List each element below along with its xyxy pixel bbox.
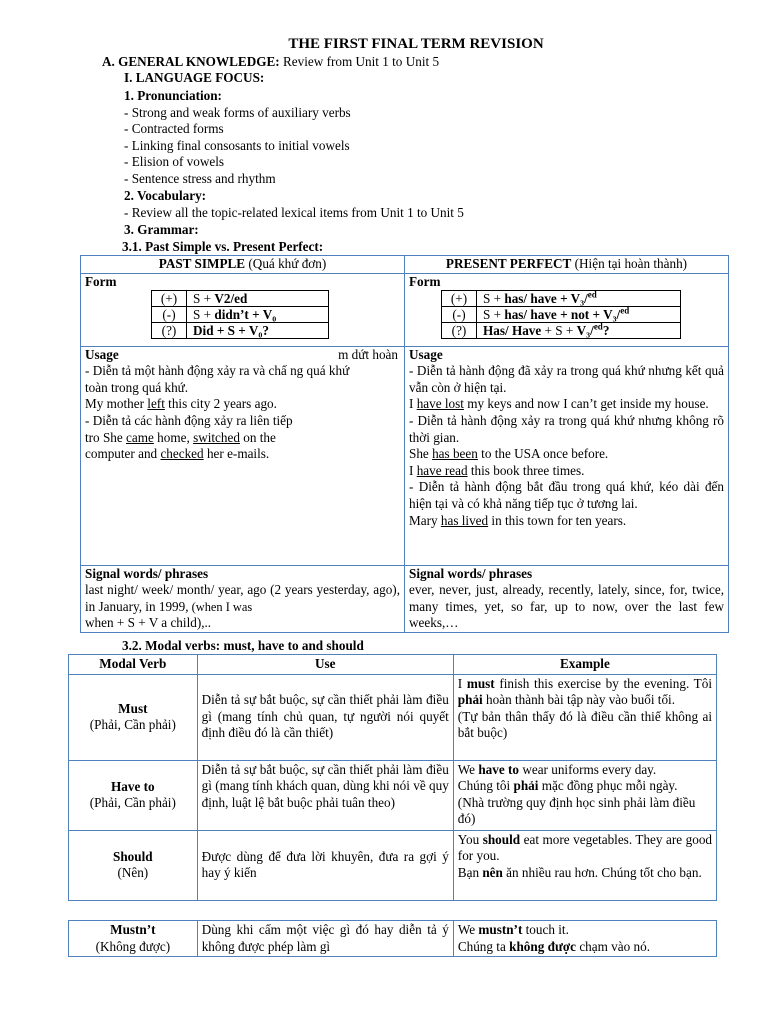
modal-example: [458, 676, 712, 709]
past-usage-tail: m dứt hoàn: [338, 346, 398, 362]
form-bold: has/ have + V₃/: [504, 291, 588, 307]
form-text: S +: [483, 291, 505, 307]
ex-text: Chúng tôi: [457, 778, 514, 794]
tense-header-row: [81, 256, 729, 274]
modal-example-cell: [453, 674, 716, 760]
form-sup: ed: [593, 321, 603, 332]
ex-text: I: [409, 396, 417, 412]
modal-example: [458, 922, 712, 939]
form-sign: (-): [152, 307, 187, 323]
past-usage-label-line: [85, 347, 400, 364]
past-usage-1b: toàn trong quá khứ.: [85, 379, 189, 395]
ex-text: chạm vào nó.: [576, 938, 650, 954]
form-sign: (+): [442, 291, 477, 307]
perfect-usage-1: - Diễn tả hành động đã xảy ra trong quá khứ nhưng kết quả vẫn còn ở hiện tại.: [409, 363, 724, 395]
modal-verb-vn: (Phải, Cần phải): [89, 795, 176, 811]
section-a-label: A. GENERAL KNOWLEDGE:: [102, 54, 280, 69]
modal-use-cell: Diễn tả sự bắt buộc, sự cần thiết phải làm điều gì (mang tính khách quan, dùng khi nói về quy định, luật lệ bắt buộc phải tuân theo): [197, 760, 453, 830]
modal-use-cell: Dùng khi cấm một việc gì đó hay diễn tả ý không được phép làm gì: [197, 921, 453, 957]
past-signal-words: [85, 582, 400, 615]
modals-heading: 3.2. Modal verbs: must, have to and should: [122, 638, 364, 653]
ex-bold: phải: [513, 778, 539, 794]
past-simple-title-vn: (Quá khứ đơn): [245, 256, 327, 271]
section-a: [102, 54, 439, 71]
past-simple-usage-cell: [81, 346, 405, 565]
modal-row-mustnt: [69, 921, 717, 957]
form-text: S +: [193, 291, 215, 307]
section-a-text: Review from Unit 1 to Unit 5: [279, 54, 440, 69]
modal-example: [458, 762, 712, 779]
past-form-table: [151, 290, 329, 339]
ex-text: her e-mails.: [203, 446, 270, 462]
modal-verb-cell: [69, 921, 198, 957]
past-form-affirmative: [152, 291, 329, 307]
past-usage-1: - Diễn tả một hành động xảy ra và chấ ng quá khứ: [85, 363, 350, 379]
ex-text: ăn nhiều rau hơn. Chúng tốt cho bạn.: [502, 864, 702, 880]
pronunciation-item: - Strong and weak forms of auxiliary verbs: [124, 105, 351, 120]
ex-text: in this town for ten years.: [488, 512, 627, 528]
modal-verb-cell: [69, 674, 198, 760]
ex-underlined: left: [147, 396, 165, 412]
ex-text: tro She: [85, 429, 127, 445]
past-usage-label: Usage: [85, 346, 119, 362]
modal-use-cell: Diễn tả sự bắt buộc, sự cần thiết phải làm điều gì (mang tính chủ quan, tự người nói quyết định điều đó là cần thiết): [197, 674, 453, 760]
vocabulary-item: - Review all the topic-related lexical items from Unit 1 to Unit 5: [124, 205, 464, 220]
past-example-2: [85, 430, 400, 447]
past-simple-header: [81, 256, 405, 274]
form-text: S +: [483, 307, 505, 323]
modal-row-have-to: [69, 760, 717, 830]
vocabulary-heading: 2. Vocabulary:: [124, 188, 207, 203]
past-example-2b: [85, 446, 400, 463]
modal-row-must: [69, 674, 717, 760]
ex-text: mặc đồng phục mỗi ngày.: [538, 778, 678, 794]
ex-underlined: came: [126, 429, 154, 445]
modal-verb: Must: [118, 700, 148, 716]
ex-text: this book three times.: [467, 462, 585, 478]
mustnt-table: [68, 920, 717, 957]
ex-text: wear uniforms every day.: [519, 761, 657, 777]
ex-text: to the USA once before.: [477, 446, 609, 462]
ex-text: eat more vegetables. They are good for you.: [457, 831, 713, 864]
pronunciation-heading: 1. Pronunciation:: [124, 88, 222, 103]
ex-underlined: has lived: [440, 512, 489, 528]
ex-text: hoàn thành bài tập này vào buổi tối.: [482, 692, 676, 708]
col-header-modal-verb: Modal Verb: [69, 655, 198, 675]
modal-use-cell: Được dùng để đưa lời khuyên, đưa ra gợi ý hay ý kiến: [197, 830, 453, 900]
modal-verb-vn: (Không được): [95, 938, 171, 954]
modal-row-should: [69, 830, 717, 900]
ex-text: finish this exercise by the evening. Tôi: [494, 675, 712, 691]
tense-usage-row: [81, 346, 729, 565]
present-perfect-title-vn: (Hiện tại hoàn thành): [571, 256, 688, 271]
pronunciation-item: - Contracted forms: [124, 121, 224, 136]
form-text: + S +: [541, 323, 577, 339]
modal-example-note: (Nhà trường quy định học sinh phải làm điều đó): [457, 794, 696, 827]
modal-example-vn: [458, 865, 712, 882]
form-bold: V2/ed: [214, 291, 248, 307]
modal-verb-cell: [69, 760, 198, 830]
ex-underlined: switched: [193, 429, 240, 445]
perfect-form-affirmative: [442, 291, 681, 307]
past-simple-signal-cell: [81, 565, 405, 632]
ex-text: I: [409, 462, 417, 478]
past-usage-2: - Diễn tả các hành động xảy ra liên tiếp: [85, 412, 293, 428]
modal-verb: Should: [113, 848, 153, 864]
ex-underlined: has been: [432, 446, 478, 462]
form-sign: (+): [152, 291, 187, 307]
present-perfect-title: PRESENT PERFECT: [445, 256, 572, 271]
ex-text: We: [457, 922, 479, 937]
perfect-signal-words: ever, never, just, already, recently, lately, since, for, twice, many times, yet, so far, up to now, over the last few weeks,…: [409, 582, 724, 631]
modal-verbs-table: [68, 654, 717, 901]
ex-text: She: [409, 446, 433, 462]
form-sup: ed: [587, 289, 597, 300]
present-perfect-signal-cell: [405, 565, 729, 632]
form-bold: Has/ Have: [483, 323, 542, 339]
form-text: S +: [193, 307, 215, 323]
form-sign: (?): [442, 323, 477, 339]
past-simple-title: PAST SIMPLE: [158, 256, 246, 271]
pronunciation-item: - Elision of vowels: [124, 154, 224, 169]
ex-text: I: [457, 675, 467, 691]
modal-example-vn: [458, 778, 712, 795]
ex-text: touch it.: [522, 922, 569, 937]
past-form-label: Form: [85, 273, 117, 289]
perfect-usage-2: - Diễn tả hành động xảy ra trong quá khứ nhưng không rõ thời gian.: [409, 412, 724, 445]
pronunciation-item: - Sentence stress and rhythm: [124, 171, 276, 186]
ex-text: my keys and now I can’t get inside my house.: [463, 396, 709, 412]
past-form-negative: [152, 307, 329, 323]
perfect-example-3: [409, 463, 724, 480]
present-perfect-form-cell: [405, 273, 729, 346]
ex-text: Mary: [409, 512, 441, 528]
past-signal-words-2: when + S + V a child),..: [85, 615, 212, 631]
modal-example-note: (Tự bản thân thấy đó là điều cần thiế không ai bắt buộc): [457, 708, 712, 741]
form-bold: didn’t + V₀: [214, 307, 277, 323]
perfect-example-1: [409, 396, 724, 413]
present-perfect-header: [405, 256, 729, 274]
language-focus-heading: I. LANGUAGE FOCUS:: [124, 70, 265, 85]
signal-text: last night/ week/ month/ year, ago (2 years yesterday, ago), in January, in 1999,: [85, 582, 400, 614]
ex-bold: mustn’t: [478, 922, 523, 937]
col-header-example: Example: [453, 655, 716, 675]
modal-verb: Have to: [111, 778, 155, 794]
ex-bold: should: [482, 831, 521, 847]
modal-example-cell: [453, 760, 716, 830]
form-bold: has/ have + not + V₃/: [504, 307, 621, 323]
form-sup: ed: [620, 305, 630, 316]
perfect-form-label: Form: [409, 273, 441, 289]
modal-header-row: [69, 655, 717, 675]
ex-text: We: [457, 761, 479, 777]
tense-form-row: [81, 273, 729, 346]
ex-text: home,: [153, 429, 194, 445]
signal-text-small: (when I was: [188, 599, 253, 614]
form-text: ?: [602, 323, 610, 339]
perfect-form-question: [442, 323, 681, 339]
ex-bold: must: [466, 675, 495, 691]
perfect-form-table: [441, 290, 681, 339]
modal-example: [458, 832, 712, 865]
form-sign: (?): [152, 323, 187, 339]
past-signal-label: Signal words/ phrases: [85, 565, 209, 581]
ex-underlined: have lost: [416, 396, 464, 412]
tense-signal-row: [81, 565, 729, 632]
past-form-question: [152, 323, 329, 339]
document-title: THE FIRST FINAL TERM REVISION: [288, 36, 544, 52]
ex-text: Bạn: [457, 864, 483, 880]
perfect-usage-label: Usage: [409, 346, 443, 362]
modal-example-vn: [458, 939, 712, 956]
pronunciation-item: - Linking final consosants to initial vowels: [124, 138, 350, 153]
past-example-1: [85, 396, 400, 413]
modal-example-cell: [453, 921, 716, 957]
col-header-use: Use: [197, 655, 453, 675]
modal-verb-vn: (Phải, Cần phải): [89, 717, 176, 733]
modal-verb-vn: (Nên): [117, 865, 149, 881]
form-bold: Did: [193, 323, 214, 339]
ex-text: My mother: [85, 396, 148, 412]
perfect-usage-3: - Diễn tả hành động bắt đầu trong quá khứ, kéo dài đến hiện tại và có khả năng tiếp tục ở tương lai.: [409, 479, 724, 511]
modal-example-cell: [453, 830, 716, 900]
past-simple-form-cell: [81, 273, 405, 346]
perfect-example-2: [409, 446, 724, 463]
form-text: + S + V₀?: [213, 323, 269, 339]
ex-bold: nên: [482, 864, 503, 880]
ex-text: on the: [239, 429, 276, 445]
perfect-signal-label: Signal words/ phrases: [409, 565, 533, 581]
ex-underlined: have read: [416, 462, 468, 478]
form-bold: V₃/: [576, 323, 594, 339]
tenses-heading: 3.1. Past Simple vs. Present Perfect:: [122, 239, 324, 254]
tense-comparison-table: [80, 255, 729, 633]
perfect-example-4: [409, 513, 724, 530]
present-perfect-usage-cell: [405, 346, 729, 565]
perfect-form-negative: [442, 307, 681, 323]
ex-text: computer and: [85, 446, 161, 462]
ex-bold: phải: [457, 692, 483, 708]
ex-text: this city 2 years ago.: [164, 396, 277, 412]
ex-bold: have to: [478, 761, 520, 777]
modal-verb-cell: [69, 830, 198, 900]
ex-text: Chúng ta: [457, 938, 510, 954]
form-sign: (-): [442, 307, 477, 323]
ex-underlined: checked: [160, 446, 204, 462]
grammar-heading: 3. Grammar:: [124, 222, 199, 237]
ex-bold: không được: [509, 938, 577, 954]
ex-text: You: [457, 831, 483, 847]
modal-verb: Mustn’t: [110, 922, 156, 937]
